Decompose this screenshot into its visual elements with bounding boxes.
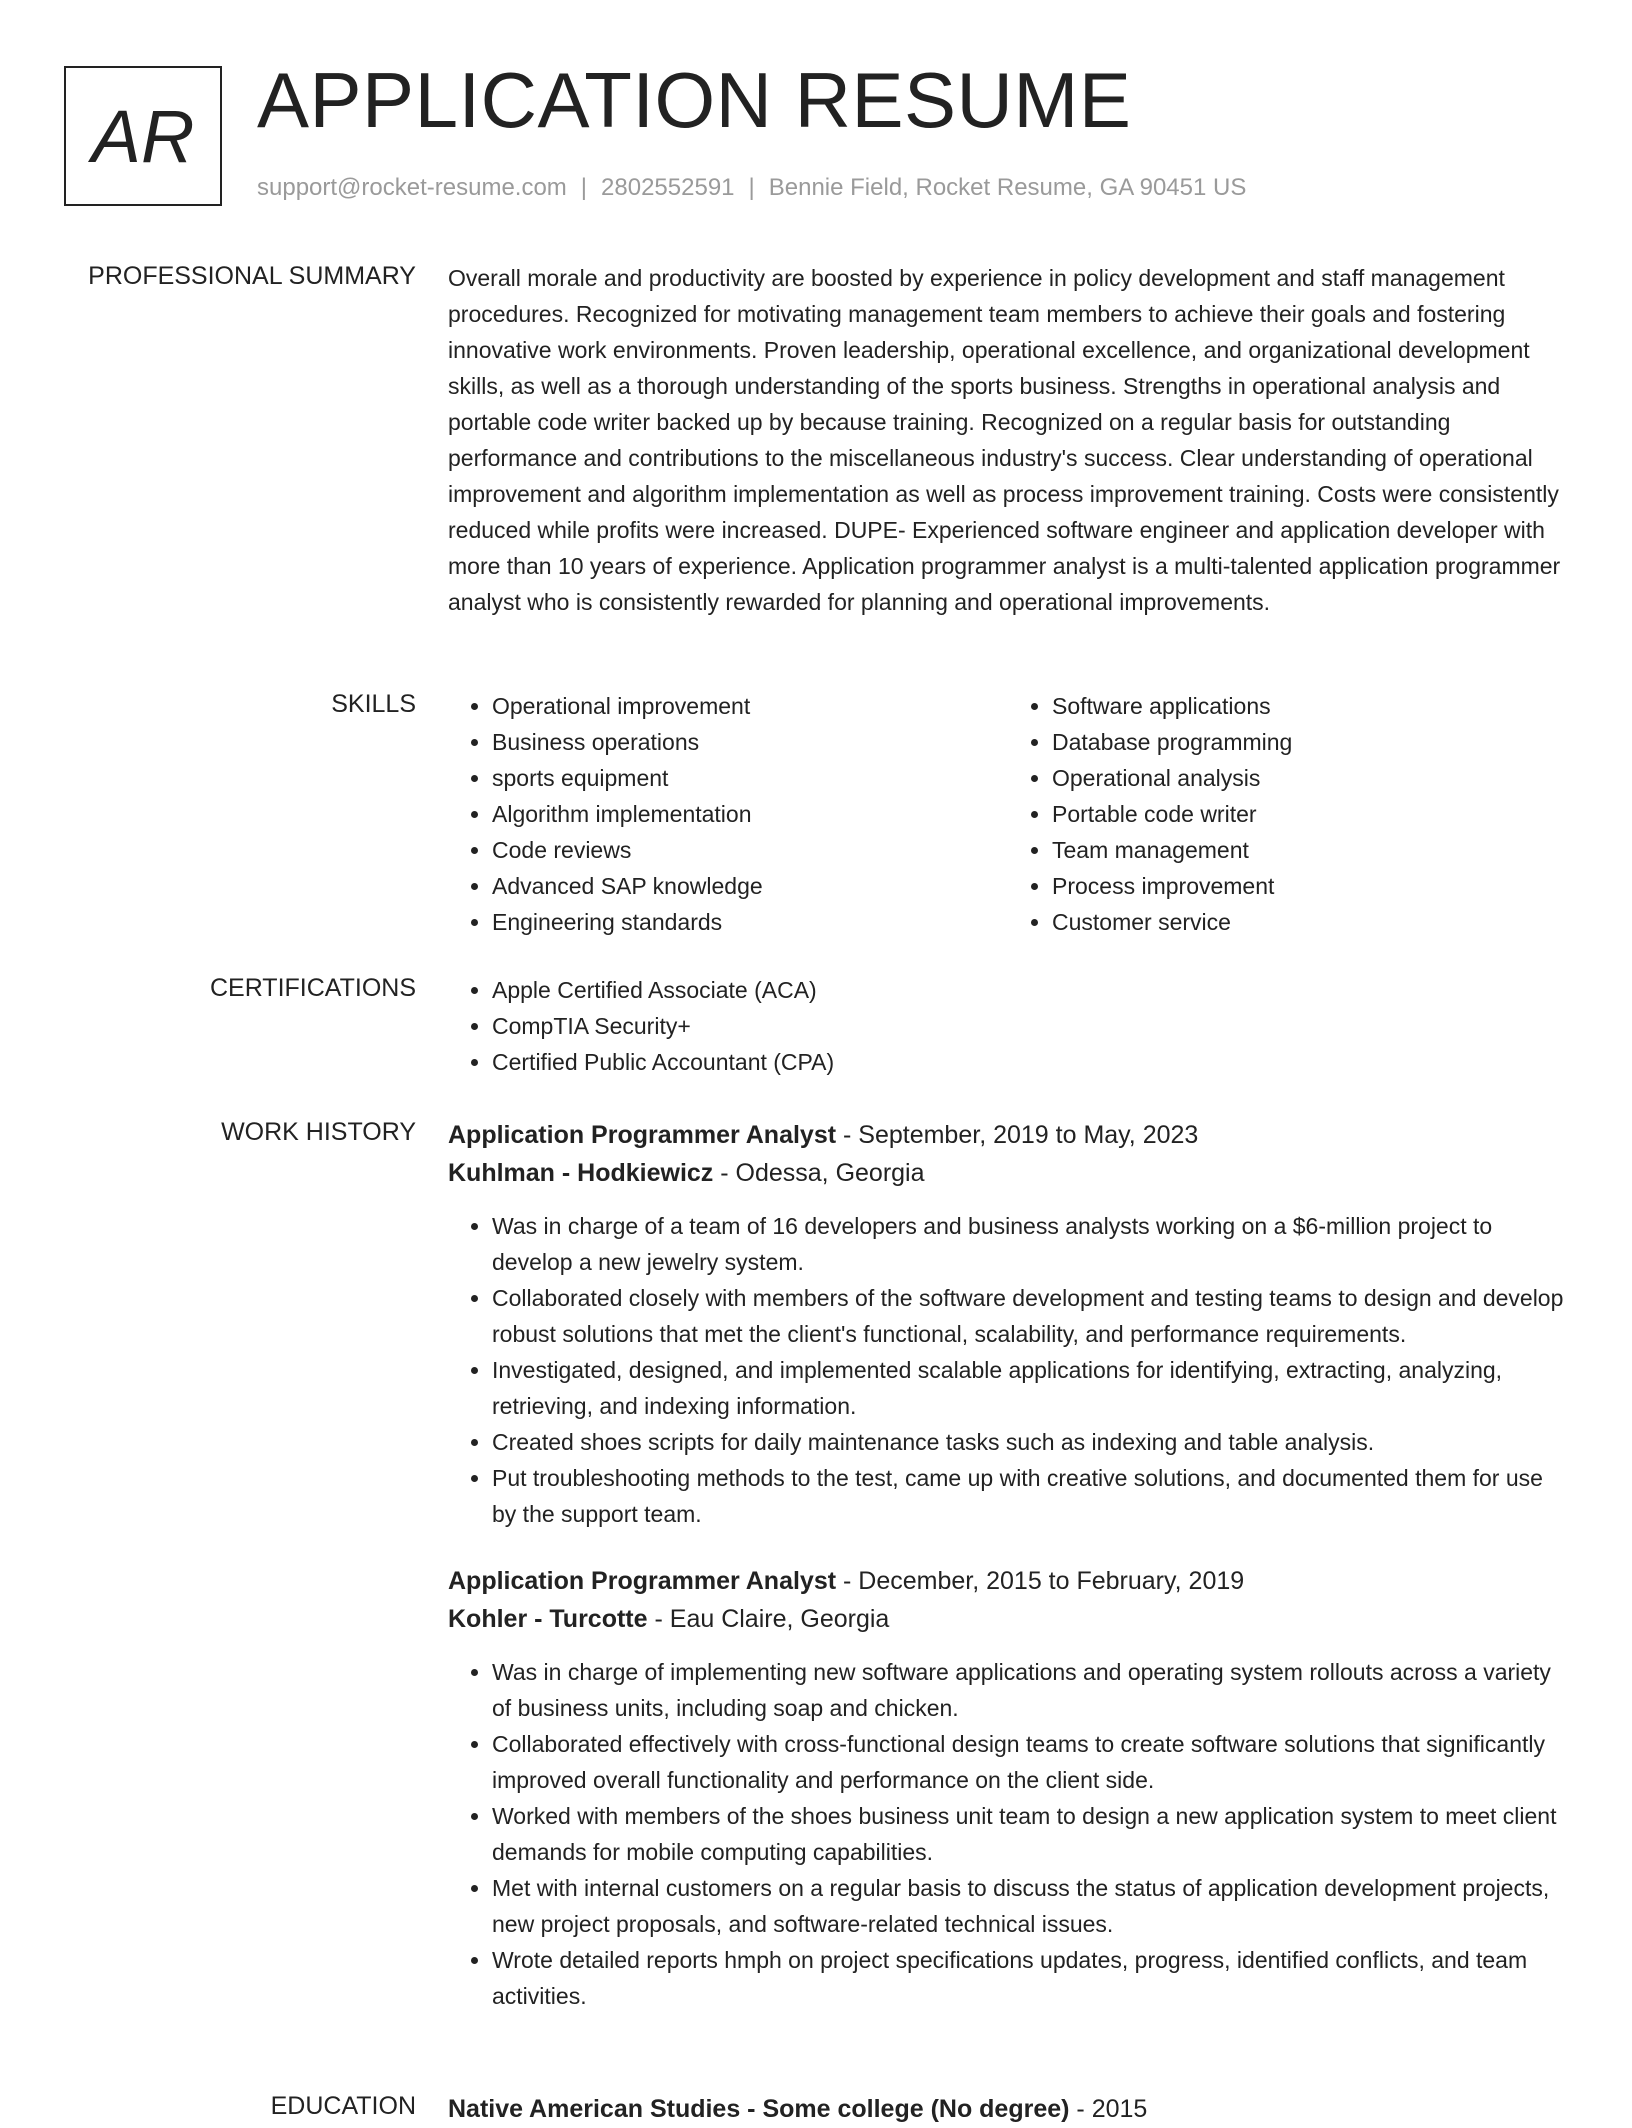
contact-separator: | [748,174,755,201]
skill-item: • Business operations [492,724,1008,760]
job-location: - Eau Claire, Georgia [647,1605,890,1633]
job-company-line [448,1600,1568,1638]
job-bullet: • Was in charge of a team of 16 developers and business analysts working on a $6-million project to develop a new jewelry system. [492,1208,1568,1280]
skill-item: • Database programming [1052,724,1568,760]
certification-item: • CompTIA Security+ [492,1008,1568,1044]
contact-phone[interactable]: 2802552591 [601,174,735,201]
education-line [448,2090,1568,2128]
job-entry [448,1562,1568,2014]
resume-title: APPLICATION RESUME [257,56,1132,144]
skill-item: • Algorithm implementation [492,796,1008,832]
job-bullet: • Created shoes scripts for daily maintenance tasks such as indexing and table analysis. [492,1424,1568,1460]
job-title-line [448,1116,1568,1154]
job-bullets [448,1654,1568,2014]
skill-item: • Operational improvement [492,688,1008,724]
job-bullet: • Worked with members of the shoes business unit team to design a new application system to meet client demands for mobile computing capabilities. [492,1798,1568,1870]
contact-separator: | [580,174,588,201]
skill-item: • Code reviews [492,832,1008,868]
skill-item: • Engineering standards [492,904,1008,940]
skill-item: • Team management [1052,832,1568,868]
skill-item: • Portable code writer [1052,796,1568,832]
summary-text: Overall morale and productivity are boosted by experience in policy development and staff management procedures. Recognized for motivating management team members to achieve their goals and fostering innovative work environments. Proven leadership, operational excellence, and organizational development skills, as well as a thorough understanding of the sports business. Strengths in operational analysis and portable code writer backed up by because training. Recognized on a regular basis for outstanding performance and contributions to the miscellaneous industry's success. Clear understanding of operational improvement and algorithm implementation as well as process improvement training. Costs were consistently reduced while profits were increased. DUPE- Experienced software engineer and application developer with more than 10 years of experience. Application programmer analyst is a multi-talented application programmer analyst who is consistently rewarded for planning and operational improvements. [448,265,1561,615]
work-history-heading: WORK HISTORY [221,1118,416,1146]
job-bullet: • Collaborated effectively with cross-functional design teams to create software solutions that significantly improved overall functionality and performance on the client side. [492,1726,1568,1798]
skill-item: • Advanced SAP knowledge [492,868,1008,904]
education-year: - 2015 [1069,2095,1148,2123]
skills-list-left [448,688,1008,940]
contact-email[interactable]: support@rocket-resume.com [257,174,567,201]
skill-item: • Software applications [1052,688,1568,724]
job-location: - Odessa, Georgia [713,1159,925,1187]
summary-heading: PROFESSIONAL SUMMARY [88,262,416,290]
job-dates: - September, 2019 to May, 2023 [836,1121,1199,1149]
job-bullet: • Was in charge of implementing new software applications and operating system rollouts across a variety of business units, including soap and chicken. [492,1654,1568,1726]
skill-item: • Operational analysis [1052,760,1568,796]
work-history-body [448,1116,1568,2014]
job-title-line [448,1562,1568,1600]
job-title: Application Programmer Analyst [448,1121,837,1149]
job-company: Kohler - Turcotte [448,1605,648,1633]
job-bullet: • Met with internal customers on a regular basis to discuss the status of application development projects, new project proposals, and software-related technical issues. [492,1870,1568,1942]
certification-item: • Apple Certified Associate (ACA) [492,972,1568,1008]
skills-list-right [1008,688,1568,940]
certifications-body [448,972,1568,1080]
certifications-list [448,972,1568,1080]
certification-item: • Certified Public Accountant (CPA) [492,1044,1568,1080]
job-dates: - December, 2015 to February, 2019 [836,1567,1245,1595]
skill-item: • sports equipment [492,760,1008,796]
contact-address: Bennie Field, Rocket Resume, GA 90451 US [768,174,1247,201]
skill-item: • Customer service [1052,904,1568,940]
education-degree: Native American Studies - Some college (No degree) [448,2095,1070,2123]
job-company: Kuhlman - Hodkiewicz [448,1159,714,1187]
certifications-heading: CERTIFICATIONS [209,974,416,1002]
job-bullet: • Put troubleshooting methods to the test, came up with creative solutions, and documented them for use by the support team. [492,1460,1568,1532]
monogram-badge: AR [64,66,222,206]
contact-line [257,174,1246,202]
skills-columns [448,688,1568,940]
job-bullet: • Collaborated closely with members of the software development and testing teams to design and develop robust solutions that met the client's functional, scalability, and performance requirements. [492,1280,1568,1352]
job-bullet: • Wrote detailed reports hmph on project specifications updates, progress, identified conflicts, and team activities. [492,1942,1568,2014]
job-bullets [448,1208,1568,1532]
job-company-line [448,1154,1568,1192]
job-title: Application Programmer Analyst [448,1567,837,1595]
education-heading: EDUCATION [270,2092,416,2120]
skills-heading: SKILLS [331,690,416,718]
skill-item: • Process improvement [1052,868,1568,904]
job-entry [448,1116,1568,1532]
job-bullet: • Investigated, designed, and implemented scalable applications for identifying, extracting, analyzing, retrieving, and indexing information. [492,1352,1568,1424]
